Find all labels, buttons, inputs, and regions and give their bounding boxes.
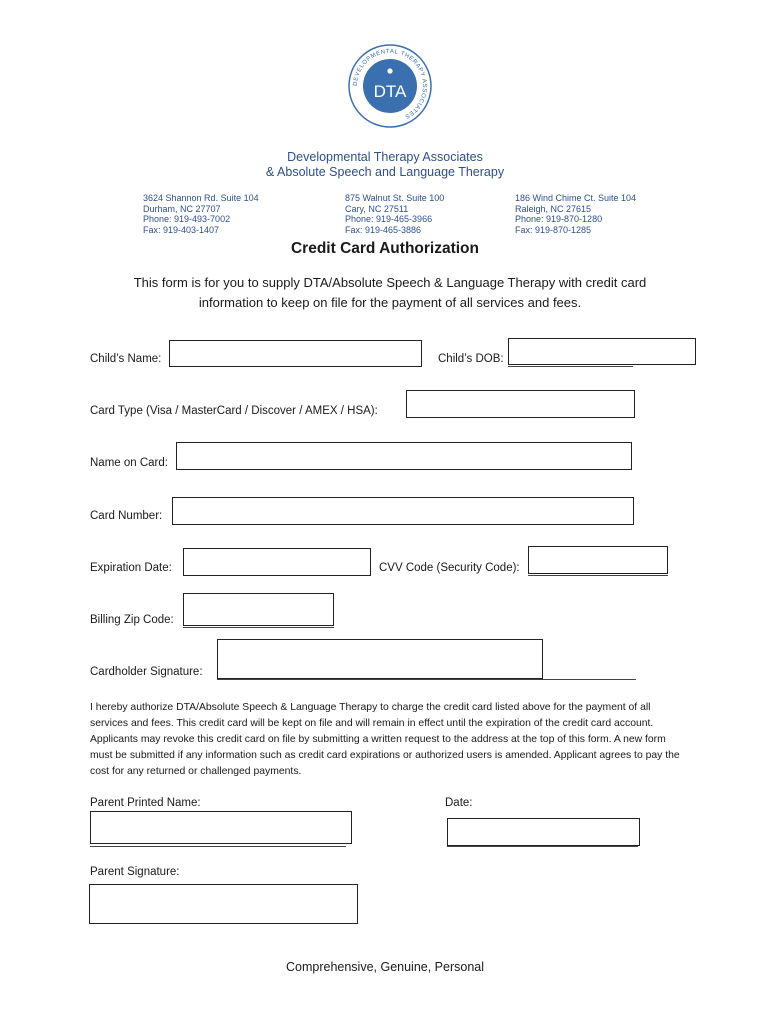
cardholder-signature-label: Cardholder Signature:	[90, 666, 203, 678]
parent-printed-name-label: Parent Printed Name:	[90, 797, 201, 809]
billing-zip-label: Billing Zip Code:	[90, 614, 174, 626]
address-raleigh: 186 Wind Chime Ct. Suite 104 Raleigh, NC 27615 Phone: 919-870-1280 Fax: 919-870-1285	[515, 193, 637, 236]
date-label: Date:	[445, 797, 473, 809]
date-field[interactable]	[447, 818, 640, 846]
form-intro: This form is for you to supply DTA/Absolute Speech & Language Therapy with credit card information to keep on file for the payment of all services and fees.	[133, 275, 647, 310]
address-cary: 875 Walnut St. Suite 100 Cary, NC 27511 Phone: 919-465-3966 Fax: 919-465-3886	[345, 193, 445, 236]
expiration-date-field[interactable]	[183, 548, 371, 576]
card-type-field[interactable]	[406, 390, 635, 418]
address-durham: 3624 Shannon Rd. Suite 104 Durham, NC 27707 Phone: 919-493-7002 Fax: 919-403-1407	[143, 193, 259, 236]
child-dob-field[interactable]	[508, 338, 696, 365]
dta-logo	[348, 44, 432, 128]
authorization-text: I hereby authorize DTA/Absolute Speech & Language Therapy to charge the credit card listed above for the payment of all services and fees. This credit card will be kept on file and will remain in effect until the expiration of the credit card account. Applicants may revoke this credit card on file by submitting a written request to the address at the top of this form. A new form must be submitted if any information such as credit card expirations or authorized users is amended. Applicant agrees to pay the cost for any returned or challenged payments.	[90, 702, 680, 777]
name-on-card-label: Name on Card:	[90, 457, 168, 469]
parent-signature-field[interactable]	[89, 884, 358, 924]
parent-signature-label: Parent Signature:	[90, 866, 180, 878]
cardholder-signature-field[interactable]	[217, 639, 543, 679]
parent-printed-name-underline	[90, 846, 346, 847]
name-on-card-field[interactable]	[176, 442, 632, 470]
cvv-underline	[528, 575, 668, 576]
card-type-label: Card Type (Visa / MasterCard / Discover / AMEX / HSA):	[90, 405, 378, 417]
expiration-date-label: Expiration Date:	[90, 562, 172, 574]
child-name-label: Child’s Name:	[90, 353, 162, 365]
date-underline	[447, 846, 638, 847]
billing-zip-underline	[183, 627, 334, 628]
child-dob-underline	[508, 366, 633, 367]
child-name-field[interactable]	[169, 340, 422, 367]
cvv-code-label: CVV Code (Security Code):	[379, 562, 520, 574]
parent-printed-name-field[interactable]	[90, 811, 352, 844]
org-name-line1: Developmental Therapy Associates	[287, 150, 483, 164]
footer-tagline: Comprehensive, Genuine, Personal	[285, 960, 485, 974]
card-number-field[interactable]	[172, 497, 634, 525]
cardholder-signature-underline	[217, 679, 636, 680]
card-number-label: Card Number:	[90, 510, 163, 522]
org-name-line2: & Absolute Speech and Language Therapy	[265, 165, 505, 179]
svg-text:DEVELOPMENTAL THERAPY ASSOCIAT: DEVELOPMENTAL THERAPY ASSOCIATES	[352, 48, 428, 120]
svg-text:DTA: DTA	[373, 82, 407, 101]
child-dob-label: Child’s DOB:	[438, 353, 504, 365]
cvv-code-field[interactable]	[528, 546, 668, 574]
billing-zip-field[interactable]	[183, 593, 334, 626]
form-title: Credit Card Authorization	[290, 240, 479, 257]
